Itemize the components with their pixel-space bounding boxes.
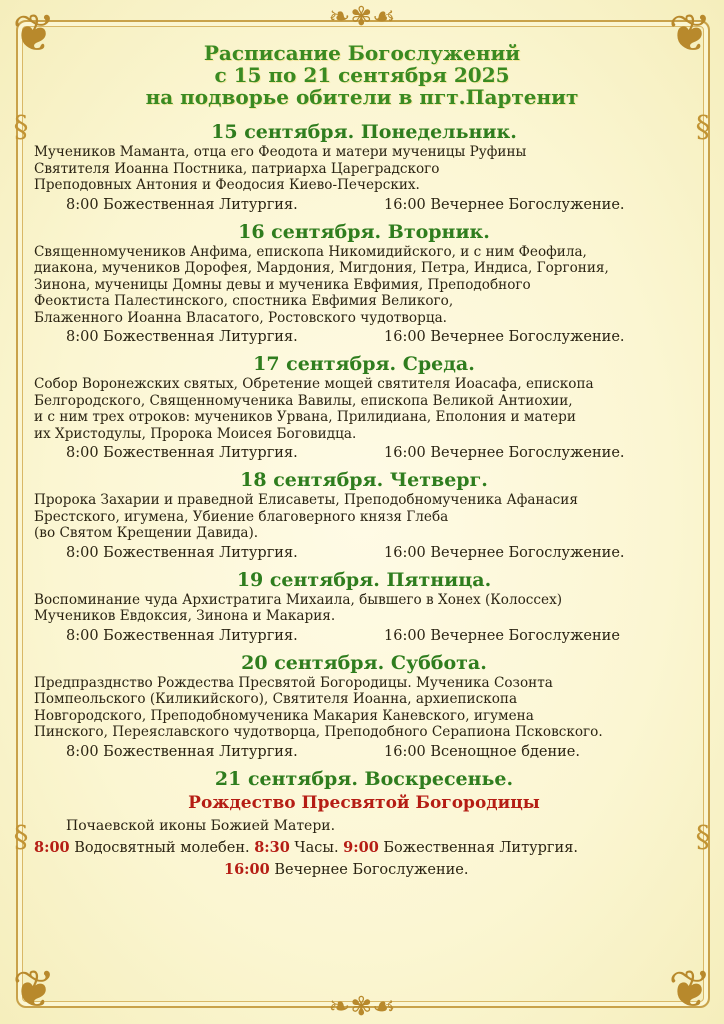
saint-line: Святителя Иоанна Постника, патриарха Цареградского <box>34 160 440 177</box>
services-line <box>34 542 694 564</box>
ornament-corner-icon: ❦ <box>668 960 712 1020</box>
sunday-block <box>34 767 694 881</box>
ornament-side-icon: § <box>695 820 711 855</box>
ornament-side-icon: § <box>13 110 29 145</box>
service-label: Водосвятный молебен. <box>69 839 255 856</box>
saint-line: Собор Воронежских святых, Обретение мощей святителя Иоасафа, епископа <box>34 376 594 392</box>
sunday-services <box>34 837 694 859</box>
evening-service: 16:00 Всенощное бдение. <box>384 743 580 760</box>
ornament-corner-icon: ❦ <box>12 960 56 1020</box>
ornament-side-icon: § <box>13 820 29 855</box>
evening-service: 16:00 Вечернее Богослужение <box>384 627 620 644</box>
morning-service: 8:00 Божественная Литургия. <box>66 445 298 461</box>
saint-line: Мучеников Маманта, отца его Феодота и матери мученицы Руфины <box>34 144 527 160</box>
saint-line: Пинского, Переяславского чудотворца, Преподобного Серапиона Псковского. <box>34 724 603 740</box>
saint-line: Белгородского, Священномученика Вавилы, епископа Великой Антиохии, <box>34 392 573 409</box>
saint-line: Преподовных Антония и Феодосия Киево-Печерских. <box>34 177 420 193</box>
evening-service: 16:00 Вечернее Богослужение. <box>384 329 625 345</box>
ornament-bow-icon: ❧✾☙ <box>328 992 396 1022</box>
day-block <box>34 352 694 464</box>
saint-line: Зинона, мученицы Домны девы и мученика Евфимия, Преподобного <box>34 276 531 293</box>
day-block <box>34 568 694 647</box>
saint-line: Новгородского, Преподобномученика Макария Каневского, игумена <box>34 707 534 724</box>
saint-line: диакона, мучеников Дорофея, Мардония, Мигдония, Петра, Индиса, Горгония, <box>34 260 609 276</box>
sunday-evening <box>34 859 694 881</box>
saint-line: их Христодулы, Пророка Моисея Боговидца. <box>34 425 357 442</box>
saint-line: Воспоминание чуда Архистратига Михаила, бывшего в Хонех (Колоссех) <box>34 591 563 608</box>
header-location: на подворье обители в пгт.Партенит <box>145 85 579 109</box>
day-title: 16 сентября. Вторник. <box>238 220 490 243</box>
service-time: 8:00 <box>34 838 70 856</box>
ornament-corner-icon: ❦ <box>668 4 712 64</box>
day-block <box>34 651 694 763</box>
saint-line: Мучеников Евдоксия, Зинона и Макария. <box>34 608 336 624</box>
saint-line: (во Святом Крещении Давида). <box>34 525 259 541</box>
services-line <box>34 442 694 464</box>
service-label: Божественная Литургия. <box>378 839 578 856</box>
service-label: Вечернее Богослужение. <box>269 861 469 878</box>
saint-line: и с ним трех отроков: мучеников Урвана, Прилидиана, Еполония и матери <box>34 409 576 425</box>
saint-line: Брестского, игумена, Убиение благоверного князя Глеба <box>34 508 449 525</box>
icon-commemoration: Почаевской иконы Божией Матери. <box>66 817 336 834</box>
morning-service: 8:00 Божественная Литургия. <box>66 329 298 345</box>
morning-service: 8:00 Божественная Литургия. <box>66 627 298 644</box>
day-title: 21 сентября. Воскресенье. <box>214 767 514 790</box>
ornament-corner-icon: ❦ <box>12 4 56 64</box>
services-line <box>34 326 694 348</box>
services-line <box>34 741 694 763</box>
saint-line: Блаженного Иоанна Власатого, Ростовского чудотворца. <box>34 309 447 326</box>
day-title: 19 сентября. Пятница. <box>236 568 492 591</box>
service-time: 9:00 <box>343 838 379 856</box>
day-title: 20 сентября. Суббота. <box>241 651 487 674</box>
saint-line: Помпеольского (Киликийского), Святителя Иоанна, архиепископа <box>34 691 518 707</box>
day-title: 18 сентября. Четверг. <box>240 469 488 491</box>
evening-service: 16:00 Вечернее Богослужение. <box>384 445 625 461</box>
saint-line: Священномучеников Анфима, епископа Никомидийского, и с ним Феофила, <box>34 243 587 260</box>
service-time: 16:00 <box>224 860 270 878</box>
service-label: Часы. <box>289 839 344 856</box>
morning-service: 8:00 Божественная Литургия. <box>66 544 298 561</box>
morning-service: 8:00 Божественная Литургия. <box>66 196 298 213</box>
day-block <box>34 120 694 216</box>
day-block <box>34 468 694 564</box>
header-dates: с 15 по 21 сентября 2025 <box>214 63 510 87</box>
ornament-side-icon: § <box>695 110 711 145</box>
schedule-content <box>34 118 694 881</box>
saint-line: Феоктиста Палестинского, спостника Евфимия Великого, <box>34 293 454 309</box>
schedule-header <box>60 42 664 108</box>
day-title: 15 сентября. Понедельник. <box>211 121 517 143</box>
services-line <box>34 194 694 216</box>
saint-line: Предпразднство Рождества Пресвятой Богородицы. Мученика Созонта <box>34 674 553 691</box>
ornament-bow-icon: ❧✾☙ <box>328 2 396 32</box>
feast-title: Рождество Пресвятой Богородицы <box>188 792 540 813</box>
morning-service: 8:00 Божественная Литургия. <box>66 743 298 760</box>
day-title: 17 сентября. Среда. <box>253 353 475 375</box>
day-block <box>34 220 694 349</box>
services-line <box>34 625 694 647</box>
saint-line: Пророка Захарии и праведной Елисаветы, Преподобномученика Афанасия <box>34 492 578 508</box>
evening-service: 16:00 Вечернее Богослужение. <box>384 196 625 213</box>
service-time: 8:30 <box>254 838 290 856</box>
evening-service: 16:00 Вечернее Богослужение. <box>384 544 625 561</box>
header-title: Расписание Богослужений <box>203 41 521 65</box>
